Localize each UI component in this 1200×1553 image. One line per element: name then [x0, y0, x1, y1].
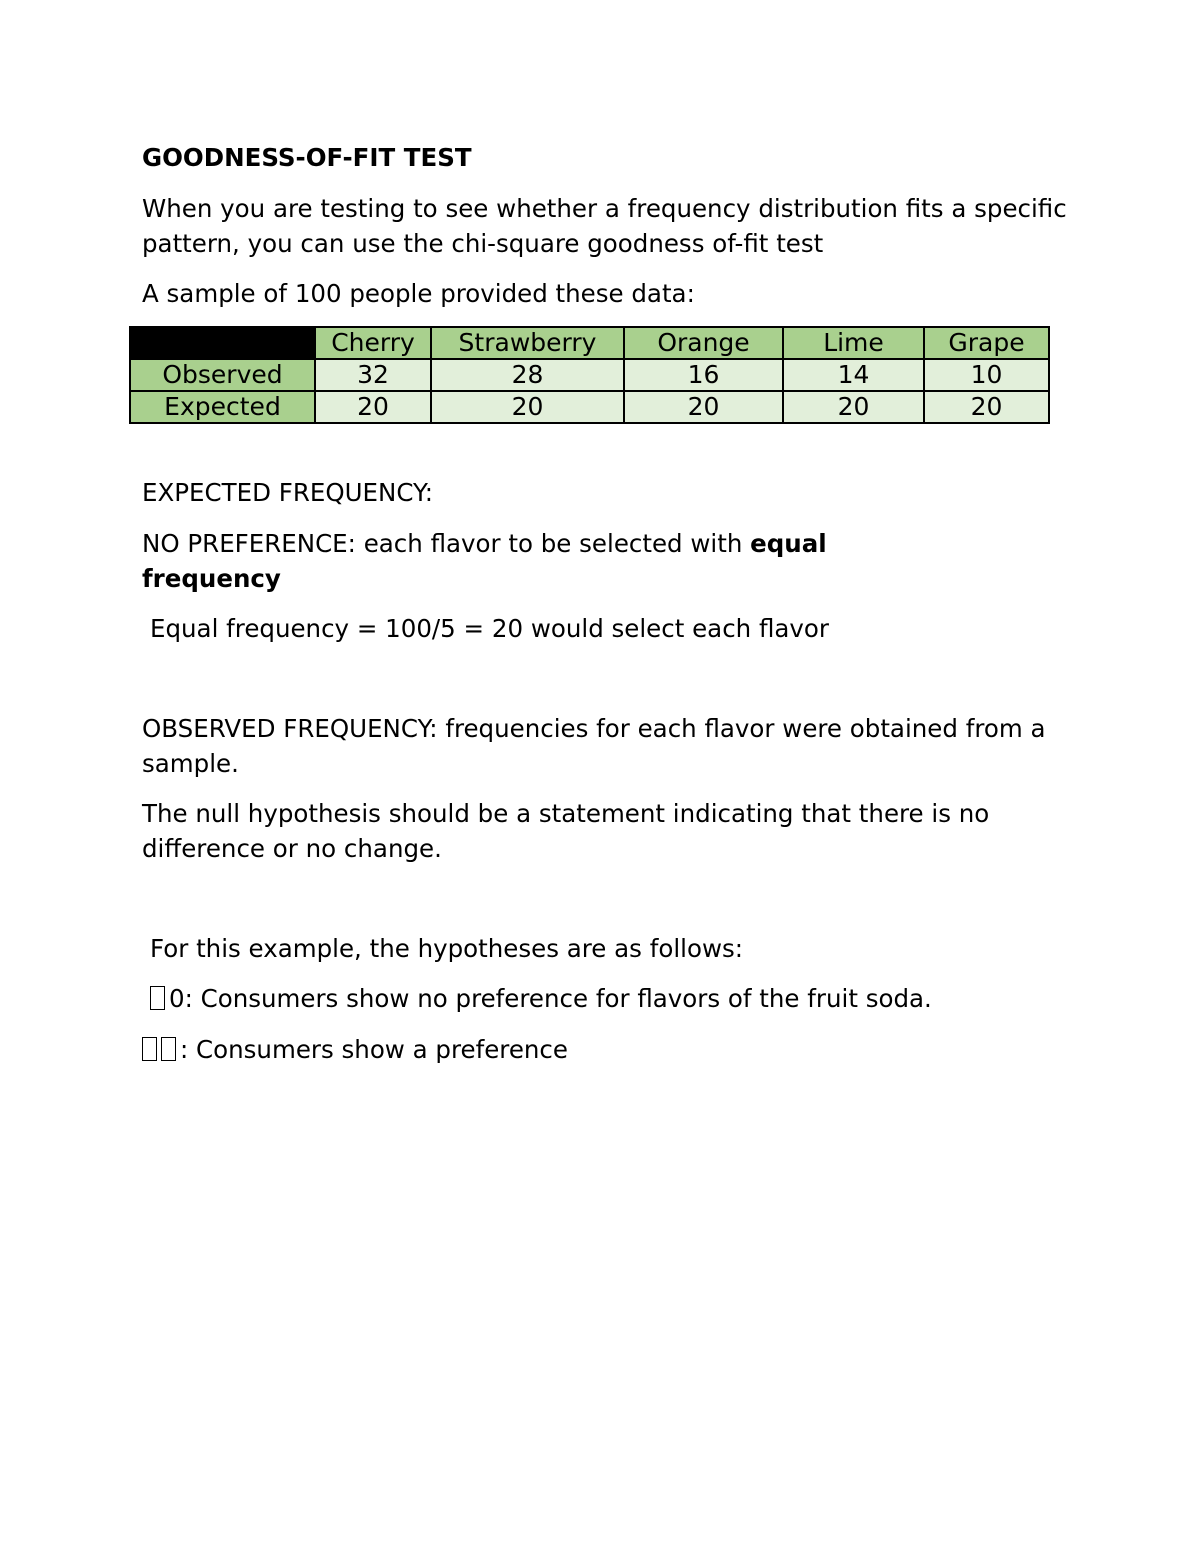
- table-cell: 20: [431, 391, 624, 423]
- missing-glyph-icon: [161, 1037, 176, 1061]
- column-header: Lime: [783, 327, 924, 359]
- table-cell: 20: [924, 391, 1049, 423]
- sample-line: A sample of 100 people provided these data:: [142, 279, 695, 308]
- missing-glyph-icon: [142, 1037, 157, 1061]
- h0-text: 0: Consumers show no preference for flavors of the fruit soda.: [169, 984, 932, 1013]
- table-header-row: [130, 327, 1049, 359]
- column-header: Strawberry: [431, 327, 624, 359]
- hypotheses-intro: For this example, the hypotheses are as follows:: [150, 934, 744, 963]
- column-header: Grape: [924, 327, 1049, 359]
- missing-glyph-icon: [150, 986, 165, 1010]
- table-cell: 20: [315, 391, 431, 423]
- page-title: GOODNESS-OF-FIT TEST: [142, 143, 472, 172]
- column-header: Cherry: [315, 327, 431, 359]
- no-preference-line: [142, 526, 942, 596]
- table-cell: 16: [624, 359, 783, 391]
- equal-frequency-line: Equal frequency = 100/5 = 20 would select each flavor: [150, 614, 829, 643]
- table-row: [130, 359, 1049, 391]
- table-cell: 20: [783, 391, 924, 423]
- alt-hypothesis-line: [142, 1032, 1072, 1067]
- row-label: Observed: [130, 359, 315, 391]
- table-row: [130, 391, 1049, 423]
- row-label: Expected: [130, 391, 315, 423]
- table-cell: 14: [783, 359, 924, 391]
- frequency-table: [129, 326, 1050, 424]
- table-cell: 10: [924, 359, 1049, 391]
- table-cell: 28: [431, 359, 624, 391]
- column-header: Orange: [624, 327, 783, 359]
- table-cell: 32: [315, 359, 431, 391]
- no-preference-text: NO PREFERENCE: each flavor to be selected with: [142, 529, 751, 558]
- expected-heading: EXPECTED FREQUENCY:: [142, 478, 433, 507]
- null-hypothesis-line: [150, 981, 1080, 1016]
- table-cell: 20: [624, 391, 783, 423]
- table-corner-cell: [130, 327, 315, 359]
- null-hypothesis-paragraph: The null hypothesis should be a statement indicating that there is no difference or no change.: [142, 799, 990, 863]
- intro-paragraph: When you are testing to see whether a frequency distribution fits a specific pattern, you can use the chi-square goodness of-fit test: [142, 194, 1067, 258]
- observed-frequency-paragraph: OBSERVED FREQUENCY: frequencies for each flavor were obtained from a sample.: [142, 714, 1046, 778]
- h1-text: : Consumers show a preference: [180, 1035, 568, 1064]
- no-preference-emphasis: equal frequency: [142, 529, 827, 593]
